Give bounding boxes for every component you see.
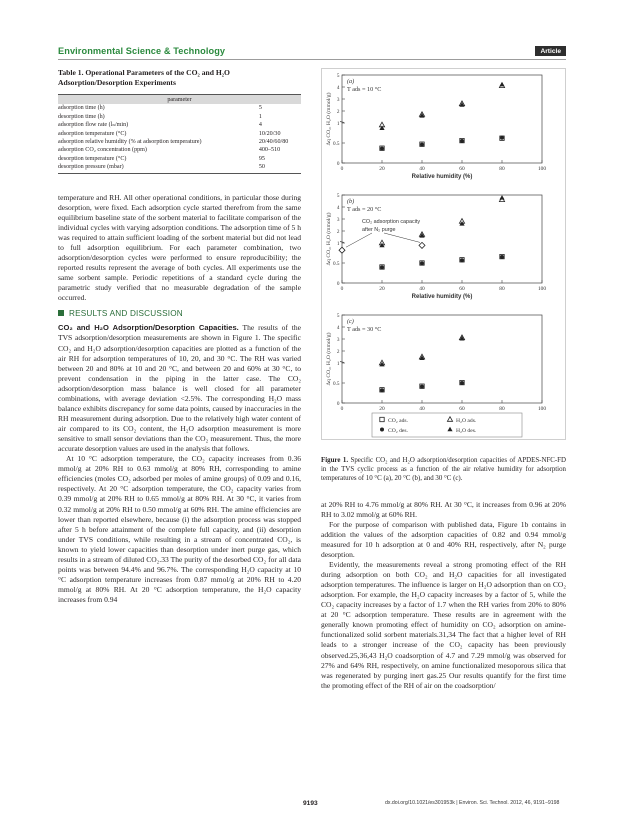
y-axis-label: Δq CO₂, H₂O (mmol/g) — [326, 332, 332, 386]
section-heading-results — [58, 309, 301, 319]
paragraph-right-3: Evidently, the measurements reveal a strong promoting effect of the RH during adsorption on both CO₂ and H₂O capacities for all investigated adsorption temperatures. The influence is larger on H₂O adsorption than on CO₂ adsorption. For example, the H₂O capacity increases by a factor of 5, while the CO₂ capacity increases by a factor of 1.7 when the RH varies from 20% to 80% at 20 °C adsorption temperature. These results are in agreement with the generally known promoting effect of humidity on CO₂ adsorption on amine-functionalized solid sorbent materials.31,34 The fact that a higher level of RH leads to a stronger increase of the CO₂ capacity has been previously observed.25,36,43 H₂O coadsorption of 4.7 and 7.29 mmol/g was observed for 27% and 64% RH, respectively, on amine functionalized mesoporous silica that was regenerated by purging inert gas.25 Our results quantify for the first time the promoting effect of the RH of air on the coadsorption/ — [321, 559, 566, 690]
table-cell-label: adsorption relative humidity (% at adsorption temperature) — [58, 139, 202, 146]
figure-caption-label: Figure 1. — [321, 457, 349, 464]
co2-des-point — [380, 388, 384, 392]
co2-des-point — [460, 139, 464, 143]
panel-temperature: T ads = 10 °C — [347, 86, 382, 93]
table-row — [58, 155, 301, 163]
axis-break-mark — [340, 122, 344, 123]
section-heading-text: RESULTS AND DISCUSSION — [69, 309, 183, 319]
doi-citation: dx.doi.org/10.1021/es301953k | Environ. Sci. Technol. 2012, 46, 9191−9198 — [385, 800, 560, 806]
table-cell-label: desorption temperature (°C) — [58, 155, 127, 162]
annotation-arrow — [346, 233, 372, 247]
y-tick-label: 3 — [336, 337, 340, 343]
panel-temperature: T ads = 30 °C — [347, 326, 382, 333]
co2-des-point — [420, 261, 424, 265]
panel-temperature: T ads = 20 °C — [347, 206, 382, 213]
paragraph-capacities — [58, 323, 301, 454]
legend-entry: CO₂ ads. — [388, 418, 408, 424]
x-tick-label: 20 — [379, 286, 385, 292]
figure-caption-text: Specific CO₂ and H₂O adsorption/desorption capacities of APDES-NFC-FD in the TVS cyclic process as a function of the air relative humidity for adsorption temperatures of 10 °C (a), 20 °C (b), and 30 °C (c). — [321, 457, 566, 483]
table-row — [58, 146, 301, 154]
journal-header — [58, 46, 566, 60]
left-body-text — [58, 193, 301, 606]
x-tick-label: 80 — [499, 286, 505, 292]
left-column — [58, 68, 301, 605]
y-tick-label: 0 — [336, 281, 340, 287]
x-axis-label: Relative humidity (%) — [411, 174, 473, 180]
figure-1-svg — [322, 69, 565, 439]
x-tick-label: 40 — [419, 166, 425, 172]
legend-marker — [380, 417, 384, 421]
x-tick-label: 100 — [537, 166, 547, 172]
table-row — [58, 138, 301, 146]
table-cell-value: 10/20/30 — [258, 130, 281, 137]
co2-des-point — [460, 258, 464, 262]
x-tick-label: 100 — [537, 406, 547, 412]
table-cell-label: adsorption flow rate (lₙ/min) — [58, 122, 129, 129]
co2-des-point — [420, 385, 424, 389]
legend-entry: H₂O ads. — [456, 418, 477, 424]
annotation-line-2: after N₂ purge — [362, 227, 396, 233]
x-tick-label: 0 — [340, 406, 344, 412]
figure-caption — [321, 456, 566, 484]
table-cell-label: adsorption time (h) — [58, 105, 105, 112]
x-tick-label: 60 — [459, 286, 465, 292]
n2-purge-point — [419, 242, 425, 248]
y-tick-label: 0.5 — [333, 261, 340, 267]
x-axis-label: Relative humidity (%) — [411, 294, 473, 300]
paragraph-right-1: at 20% RH to 4.76 mmol/g at 80% RH. At 30 °C, it increases from 0.96 at 20% RH to 3.02 mmol/g at 60% RH. — [321, 499, 566, 519]
x-tick-label: 60 — [459, 166, 465, 172]
subsection-heading: CO₂ and H₂O Adsorption/Desorption Capacities. — [58, 323, 239, 333]
y-tick-label: 0.5 — [333, 381, 340, 387]
legend-marker — [380, 428, 384, 432]
x-tick-label: 80 — [499, 166, 505, 172]
y-tick-label: 4 — [336, 325, 340, 331]
article-badge: Article — [535, 46, 566, 56]
y-tick-label: 1 — [336, 361, 340, 367]
x-tick-label: 80 — [499, 406, 505, 412]
paragraph-right-2: For the purpose of comparison with published data, Figure 1b contains in addition the values of the adsorption capacities of 0.82 and 0.94 mmol/g measured for 10 h adsorption at 0 and 40% RH, respectively, after N₂ purge desorption. — [321, 519, 566, 559]
table-cell-label: adsorption CO₂ concentration (ppm) — [58, 147, 147, 154]
n2-purge-point — [339, 247, 345, 253]
co2-des-point — [500, 136, 504, 140]
y-tick-label: 5 — [336, 73, 340, 79]
figure-1 — [321, 68, 566, 440]
table-row — [58, 163, 301, 173]
y-tick-label: 4 — [336, 85, 340, 91]
y-tick-label: 0 — [336, 161, 340, 167]
y-tick-label: 3 — [336, 97, 340, 103]
table-cell-label: desorption time (h) — [58, 113, 105, 120]
h2o-des-point — [499, 82, 504, 87]
y-tick-label: 5 — [336, 313, 340, 319]
table-cell-label: adsorption temperature (°C) — [58, 130, 127, 137]
table-cell-value: 4 — [258, 122, 262, 129]
table-column-header: parameter — [58, 95, 301, 105]
paragraph-capacities-text: The results of the TVS adsorption/desorption measurements are shown in Figure 1. The specific CO₂ and H₂O adsorption/desorption capacities are plotted as a function of the air RH for adsorption temperatures of 10, 20, and 30 °C. The RH was varied between 20 and 80% at 10 and 20 °C, and between 20 and 60% at 30 °C, to prevent condensation in the piping in the latter case. The CO₂ adsorption/desorption mass balance is well closed for all parameter combinations, with average deviation <2.5%. The corresponding H₂O mass balance exhibits discrepancy for some data points, caused by inaccuracies in the RH measurement during adsorption. Due to the relatively high water content of air compared to its CO₂ content, the H₂O adsorption measurement is more sensitive to small sensor deviations than the CO₂ measurement. Thus, the more accurate desorption values are used in the analysis that follows. — [58, 323, 301, 454]
y-tick-label: 5 — [336, 193, 340, 199]
panel-tag: (a) — [347, 78, 355, 85]
y-axis-label: Δq CO₂, H₂O (mmol/g) — [326, 92, 332, 146]
table-cell-label: desorption pressure (mbar) — [58, 163, 253, 173]
y-axis-label: Δq CO₂, H₂O (mmol/g) — [326, 212, 332, 266]
journal-title: Environmental Science & Technology — [58, 46, 226, 56]
table-cell-value: 5 — [258, 105, 262, 112]
paragraph-temperature-results: At 10 °C adsorption temperature, the CO₂ capacity increases from 0.36 mmol/g at 20% RH to 0.63 mmol/g at 80% RH, corresponding to amine efficiencies (moles CO₂ adsorbed per moles of amine groups) of 0.09 and 0.16, respectively. At 20 °C adsorption temperature, the CO₂ capacity varies from 0.39 mmol/g at 20% RH to 0.65 mmol/g at 80% RH. At 30 °C, it varies from 0.32 mmol/g at 20% RH to 0.50 mmol/g at 60% RH. The amine efficiencies are lower than reported elsewhere, because (i) the adsorption process was stopped after 5 h before attainment of the complete full capacity, and (ii) desorption under TVS conditions, while resulting in a stream of concentrated CO₂, is known to yield lower capacities than desorption under inert purge gas, which results in a stream of diluted CO₂.33 The purity of the desorbed CO₂ for all data points was between 94.4% and 96.7%. The corresponding H₂O capacity at 10 °C adsorption temperature increases from 0.87 mmol/g at 20% RH to 4.20 mmol/g at 80% RH. At 20 °C adsorption temperature, the H₂O capacity increases from 0.94 — [58, 454, 301, 605]
table-cell-value: 400–510 — [258, 147, 281, 154]
co2-des-point — [380, 265, 384, 269]
y-tick-label: 3 — [336, 217, 340, 223]
y-tick-label: 1 — [336, 121, 340, 127]
legend-entry: H₂O des. — [456, 428, 477, 434]
x-tick-label: 0 — [340, 286, 344, 292]
y-tick-label: 2 — [336, 109, 340, 115]
x-tick-label: 40 — [419, 406, 425, 412]
y-tick-label: 4 — [336, 205, 340, 211]
x-tick-label: 20 — [379, 406, 385, 412]
y-tick-label: 0.5 — [333, 141, 340, 147]
table-cell-value: 50 — [253, 163, 301, 173]
table-cell-value: 95 — [258, 155, 265, 162]
y-tick-label: 2 — [336, 349, 340, 355]
y-tick-label: 2 — [336, 229, 340, 235]
h2o-des-point — [499, 195, 504, 200]
table-caption: Table 1. Operational Parameters of the CO₂ and H₂O Adsorption/Desorption Experiments — [58, 68, 230, 87]
table-row — [58, 113, 301, 121]
right-body-text — [321, 500, 566, 691]
section-square-icon — [58, 310, 64, 316]
panel-tag: (c) — [347, 318, 354, 325]
right-column — [321, 68, 566, 691]
annotation-line-1: CO₂ adsorption capacity — [362, 219, 421, 225]
paragraph-methods-end: temperature and RH. All other operational conditions, in particular those during desorption, were fixed. Each adsorption cycle started therefrom from the same equilibrium baseline state of the sorbent material to facilitate comparison of the individual cycles with varying adsorption conditions. The adsorption time of 5 h was required to attain sufficient loading of the sorbent material but did not lead to full adsorption equilibrium. For each parameter combination, two adsorption/desorption cycles were performed to ensure reproducibility; the reported results represent the average of both cycles. All experiments use the same sorbent sample. Periodic repetitions of a standard cycle during the parametric study verified that no measurable degradation of the sample occurred. — [58, 192, 301, 303]
x-tick-label: 60 — [459, 406, 465, 412]
page-number: 9193 — [303, 800, 318, 807]
table-cell-value: 20/40/60/80 — [258, 139, 289, 146]
annotation-arrow — [384, 233, 420, 242]
x-tick-label: 0 — [340, 166, 344, 172]
co2-des-point — [460, 381, 464, 385]
x-tick-label: 100 — [537, 286, 547, 292]
co2-des-point — [500, 255, 504, 259]
x-tick-label: 40 — [419, 286, 425, 292]
x-tick-label: 20 — [379, 166, 385, 172]
table-row — [58, 130, 301, 138]
co2-des-point — [420, 143, 424, 147]
axis-break-mark — [340, 242, 344, 243]
parameters-table — [58, 94, 301, 174]
table-row — [58, 121, 301, 129]
co2-des-point — [380, 147, 384, 151]
axis-break-mark — [340, 362, 344, 363]
table-cell-value: 1 — [258, 113, 262, 120]
table-row — [58, 104, 301, 112]
legend-entry: CO₂ des. — [388, 428, 408, 434]
panel-tag: (b) — [347, 198, 355, 205]
y-tick-label: 0 — [336, 401, 340, 407]
y-tick-label: 1 — [336, 241, 340, 247]
